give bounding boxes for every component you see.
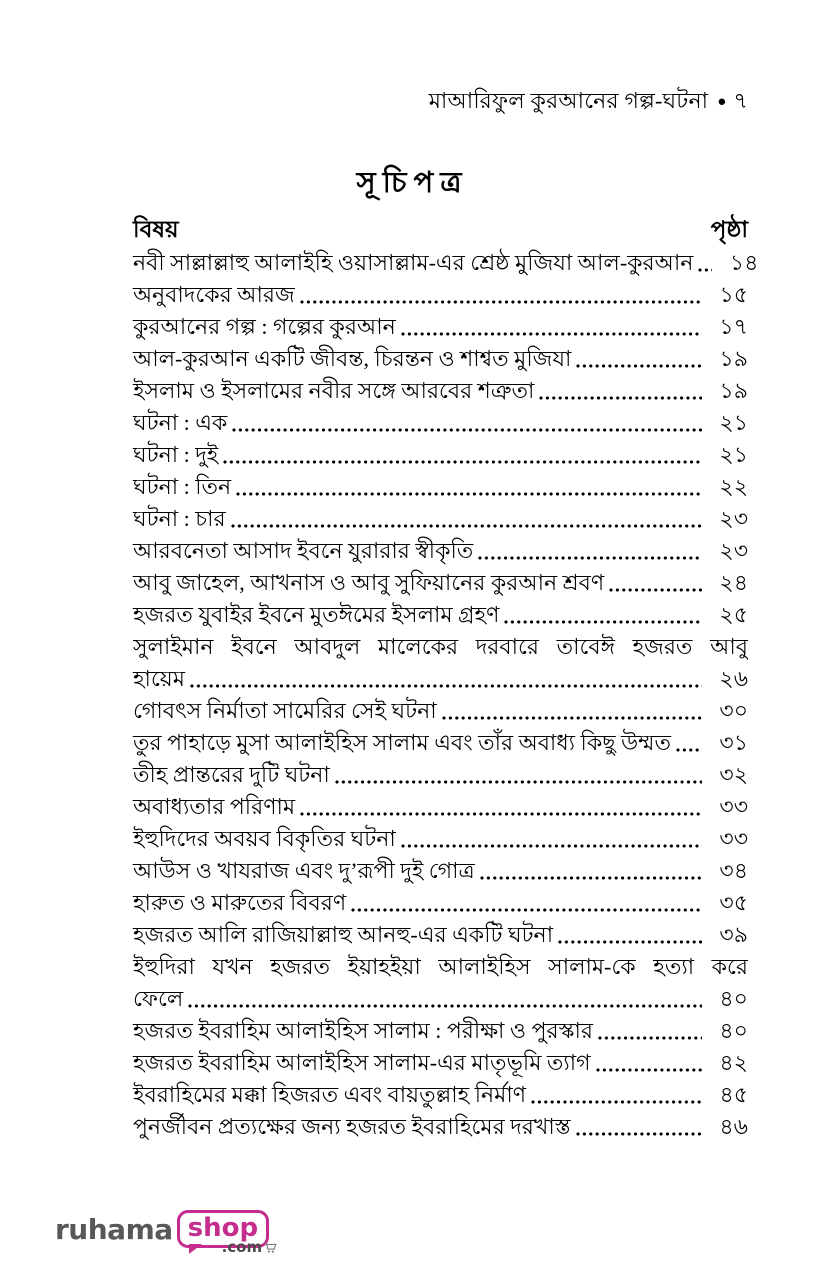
toc-row (133, 247, 759, 279)
toc-entry-title: আরবনেতা আসাদ ইবনে যুরারার স্বীকৃতি (133, 538, 474, 563)
toc-entry-page: ১৫ (719, 282, 748, 307)
toc-entry-page: ২৫ (719, 602, 748, 627)
dot-leader (232, 428, 702, 432)
dot-leader (598, 1036, 702, 1040)
toc-row (133, 823, 748, 855)
dot-leader (698, 268, 712, 272)
toc-entry-page: ২১ (719, 410, 748, 435)
toc-entry-title-line1: ইহুদিরা যখন হজরত ইয়াহইয়া আলাইহিস সালাম-কে হত্যা করে (133, 954, 748, 979)
toc-row (133, 375, 748, 407)
logo-shop-bubble (177, 1210, 269, 1256)
toc-entry-page: ৪০ (719, 986, 748, 1011)
toc-row (133, 503, 748, 535)
toc-row (133, 791, 748, 823)
toc-entry-page: ৩২ (719, 762, 748, 787)
shopping-cart-icon (263, 1240, 278, 1255)
logo-domain (222, 1232, 279, 1262)
dot-leader (478, 556, 702, 560)
toc-entry-page: ৩১ (719, 730, 748, 755)
dot-leader (351, 908, 702, 912)
toc-row (133, 695, 748, 727)
dot-leader (576, 1132, 702, 1136)
logo-domain-text: .com (221, 1238, 263, 1256)
toc-entry-title: ঘটনা : চার (133, 506, 226, 531)
logo-shop-text: shop (187, 1213, 259, 1243)
toc-entry-page: ২৩ (719, 538, 748, 563)
dot-leader (300, 812, 702, 816)
toc-entry-title: ফেলে (133, 986, 184, 1011)
toc-row (133, 855, 748, 887)
dot-leader (576, 364, 702, 368)
dot-leader (480, 876, 702, 880)
toc-row (133, 343, 748, 375)
running-header-book-title: মাআরিফুল কুরআনের গল্প-ঘটনা (428, 88, 709, 113)
toc-row (133, 599, 748, 631)
toc-entry-title: হারুত ও মারুতের বিবরণ (133, 890, 347, 915)
toc-entry-title: ঘটনা : দুই (133, 442, 219, 467)
toc-entry-title: অবাধ্যতার পরিণাম (133, 794, 296, 819)
toc-entry-page: ৩৩ (719, 826, 748, 851)
toc-entry-title: কুরআনের গল্প : গল্পের কুরআন (133, 314, 396, 339)
dot-leader (223, 460, 702, 464)
toc-row (133, 1015, 748, 1047)
dot-leader (231, 524, 702, 528)
dot-leader (558, 940, 702, 944)
toc-entry-page: ৪০ (719, 1018, 748, 1043)
toc-row (133, 279, 748, 311)
dot-leader (676, 748, 702, 752)
column-header-subject: বিষয় (133, 217, 179, 242)
toc-column-headers (133, 211, 748, 250)
toc-entry-title: ঘটনা : এক (133, 410, 228, 435)
toc-entry-title: তুর পাহাড়ে মুসা আলাইহিস সালাম এবং তাঁর অবাধ্য কিছু উম্মত (133, 730, 672, 755)
toc-entry-title-line1: সুলাইমান ইবনে আবদুল মালেকের দরবারে তাবেঈ হজরত আবু (133, 634, 748, 659)
toc-entry-title: পুনর্জীবন প্রত্যক্ষের জন্য হজরত ইবরাহিমের দরখাস্ত (133, 1114, 571, 1139)
dot-leader (504, 620, 702, 624)
toc-entry-page: ৩৫ (719, 890, 748, 915)
toc-entry-page: ২১ (719, 442, 748, 467)
toc-entry-page: ২৬ (719, 666, 748, 691)
dot-leader (300, 300, 702, 304)
dot-leader (531, 1100, 702, 1104)
toc-row (133, 1079, 748, 1111)
toc-entry-page: ১৯ (719, 378, 748, 403)
dot-leader (236, 492, 702, 496)
toc-entry-title: হজরত আলি রাজিয়াল্লাহু আনহু-এর একটি ঘটনা (133, 922, 554, 947)
dot-leader (401, 844, 702, 848)
toc-row (133, 759, 748, 791)
running-header-page-number: ৭ (733, 88, 748, 113)
toc-entry-page: ৩৪ (719, 858, 748, 883)
toc-title: সূচিপত্র (356, 167, 469, 199)
toc-row (133, 439, 748, 471)
toc-list (133, 247, 759, 1143)
toc-entry-title: হজরত ইবরাহিম আলাইহিস সালাম-এর মাতৃভূমি ত্যাগ (133, 1050, 591, 1075)
dot-leader (596, 1068, 702, 1072)
toc-entry-title: ঘটনা : তিন (133, 474, 232, 499)
ruhamashop-logo (55, 1210, 269, 1256)
toc-row (133, 1111, 748, 1143)
dot-leader (335, 780, 702, 784)
toc-entry-page: ৩০ (719, 698, 748, 723)
toc-row (133, 311, 748, 343)
toc-entry-title: ইবরাহিমের মক্কা হিজরত এবং বায়তুল্লাহ নির্মাণ (133, 1082, 527, 1107)
dot-leader (442, 716, 702, 720)
toc-row (133, 887, 748, 919)
toc-row (133, 983, 748, 1015)
toc-entry-page: ২৪ (719, 570, 748, 595)
toc-entry-title: হায়েম (133, 666, 185, 691)
toc-entry-title: গোবৎস নির্মাতা সামেরির সেই ঘটনা (133, 698, 437, 723)
toc-entry-page: ৩৯ (719, 922, 748, 947)
toc-row (133, 407, 748, 439)
toc-row (133, 1047, 748, 1079)
toc-entry-title: আবু জাহেল, আখনাস ও আবু সুফিয়ানের কুরআন শ্রবণ (133, 570, 605, 595)
running-header (429, 84, 748, 121)
toc-row (133, 567, 748, 599)
toc-entry-page: ১৪ (729, 250, 759, 275)
toc-entry-title: হজরত যুবাইর ইবনে মুতঈমের ইসলাম গ্রহণ (133, 602, 500, 627)
dot-leader (539, 396, 702, 400)
toc-entry-title: নবী সাল্লাল্লাহু আলাইহি ওয়াসাল্লাম-এর শ্রেষ্ঠ মুজিযা আল-কুরআন (133, 250, 694, 275)
dot-leader (609, 588, 702, 592)
toc-entry-page: ৪৬ (719, 1114, 748, 1139)
dot-leader (401, 332, 702, 336)
toc-row (133, 471, 748, 503)
column-header-page: পৃষ্ঠা (710, 217, 748, 242)
speech-bubble-tail (189, 1244, 202, 1254)
bullet-separator-icon: ● (717, 94, 727, 110)
toc-entry-page: ৪২ (719, 1050, 748, 1075)
dot-leader (190, 684, 702, 688)
toc-row (133, 663, 748, 695)
toc-entry-title: ইহুদিদের অবয়ব বিকৃতির ঘটনা (133, 826, 396, 851)
toc-entry-page: ১৯ (719, 346, 748, 371)
toc-entry-page: ২৩ (719, 506, 748, 531)
toc-entry-page: ২২ (719, 474, 748, 499)
toc-entry-title: আল-কুরআন একটি জীবন্ত, চিরন্তন ও শাশ্বত মুজিযা (133, 346, 572, 371)
toc-entry-title: অনুবাদকের আরজ (133, 282, 295, 307)
toc-entry-title: হজরত ইবরাহিম আলাইহিস সালাম : পরীক্ষা ও পুরস্কার (133, 1018, 593, 1043)
toc-entry-title: তীহ প্রান্তরের দুটি ঘটনা (133, 762, 330, 787)
toc-row (133, 535, 748, 567)
toc-entry-title: আউস ও খাযরাজ এবং দু’রূপী দুই গোত্র (133, 858, 475, 883)
toc-entry-page: ৩৩ (719, 794, 748, 819)
toc-entry-page: ১৭ (719, 314, 748, 339)
logo-brand-text: ruhama (55, 1212, 173, 1246)
toc-row (133, 727, 748, 759)
dot-leader (188, 1004, 702, 1008)
toc-entry-page: ৪৫ (719, 1082, 748, 1107)
toc-entry-title: ইসলাম ও ইসলামের নবীর সঙ্গে আরবের শত্রুতা (133, 378, 535, 403)
toc-row (133, 919, 748, 951)
